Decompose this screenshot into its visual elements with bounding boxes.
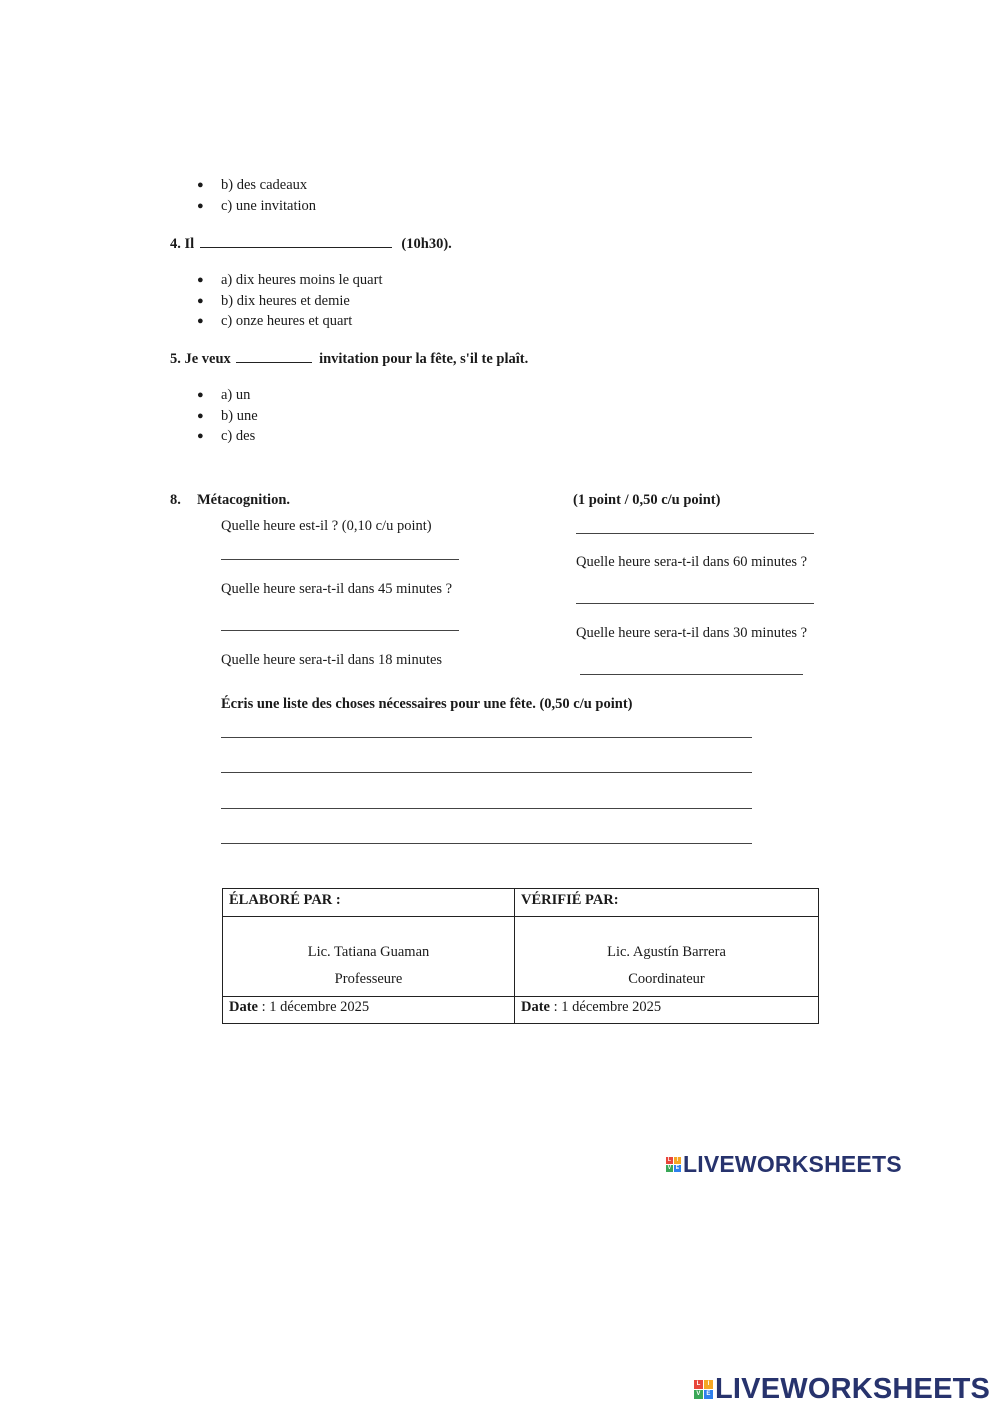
bullet: ● [197,430,204,442]
live-badge-icon: L I V E [694,1380,713,1399]
liveworksheets-logo [694,1373,990,1406]
q8-title: Métacognition. [197,492,291,508]
coordinator-role: Coordinateur [628,970,705,987]
prepared-by-cell [223,917,515,997]
q4-answer-blank[interactable] [200,234,392,248]
verified-by-header: VÉRIFIÉ PAR: [515,889,819,917]
q5-option-c[interactable]: c) des [221,428,256,444]
prepared-date-cell [223,997,515,1024]
bullet: ● [197,410,204,422]
q4-prompt [170,234,452,253]
date-label: Date [521,999,550,1015]
signature-table [222,888,819,1024]
q5-option-a[interactable]: a) un [221,387,251,403]
verified-date: : 1 décembre 2025 [550,999,662,1015]
q3-option-c[interactable]: c) une invitation [221,198,317,214]
q4-option-c[interactable]: c) onze heures et quart [221,313,353,329]
answer-line[interactable] [576,533,814,534]
q5-prompt [170,349,528,368]
verified-by-cell [515,917,819,997]
list-answer-line[interactable] [221,843,752,844]
bullet: ● [197,200,204,212]
list-answer-line[interactable] [221,808,752,809]
answer-line[interactable] [221,559,459,560]
logo-text: LIVEWORKSHEETS [715,1373,991,1405]
q8-question-18min: Quelle heure sera-t-il dans 18 minutes [221,652,443,668]
q5-prefix: 5. Je veux [170,351,231,367]
teacher-name: Lic. Tatiana Guaman [307,943,430,960]
bullet: ● [197,389,204,401]
answer-line[interactable] [221,630,459,631]
coordinator-name: Lic. Agustín Barrera [607,943,726,960]
q4-prefix: 4. Il [170,236,195,252]
q3-option-b[interactable]: b) des cadeaux [221,177,308,193]
bullet: ● [197,274,204,286]
prepared-by-header: ÉLABORÉ PAR : [223,889,515,917]
bullet: ● [197,315,204,327]
q4-option-b[interactable]: b) dix heures et demie [221,293,350,309]
q8-points: (1 point / 0,50 c/u point) [573,492,721,508]
list-answer-line[interactable] [221,737,752,738]
answer-line[interactable] [580,674,803,675]
prepared-date: : 1 décembre 2025 [258,999,370,1015]
q8-question-30min: Quelle heure sera-t-il dans 30 minutes ? [576,625,808,641]
q8-question-45min: Quelle heure sera-t-il dans 45 minutes ? [221,581,453,597]
bullet: ● [197,179,204,191]
logo-text: LIVEWORKSHEETS [683,1151,902,1177]
q8-number: 8. [170,492,181,508]
answer-line[interactable] [576,603,814,604]
list-instruction: Écris une liste des choses nécessaires pour une fête. (0,50 c/u point) [221,696,633,712]
q5-answer-blank[interactable] [236,349,312,363]
verified-date-cell [515,997,819,1024]
date-label: Date [229,999,258,1015]
q5-option-b[interactable]: b) une [221,408,258,424]
q4-option-a[interactable]: a) dix heures moins le quart [221,272,383,288]
live-badge-icon: L I V E [667,1157,680,1171]
q8-question-60min: Quelle heure sera-t-il dans 60 minutes ? [576,554,808,570]
list-answer-line[interactable] [221,772,752,773]
teacher-role: Professeure [334,970,403,987]
bullet: ● [197,295,204,307]
liveworksheets-logo [666,1151,902,1178]
q4-suffix: (10h30). [401,236,452,252]
q5-suffix: invitation pour la fête, s'il te plaît. [319,351,529,367]
q8-question-current-time: Quelle heure est-il ? (0,10 c/u point) [221,518,432,534]
